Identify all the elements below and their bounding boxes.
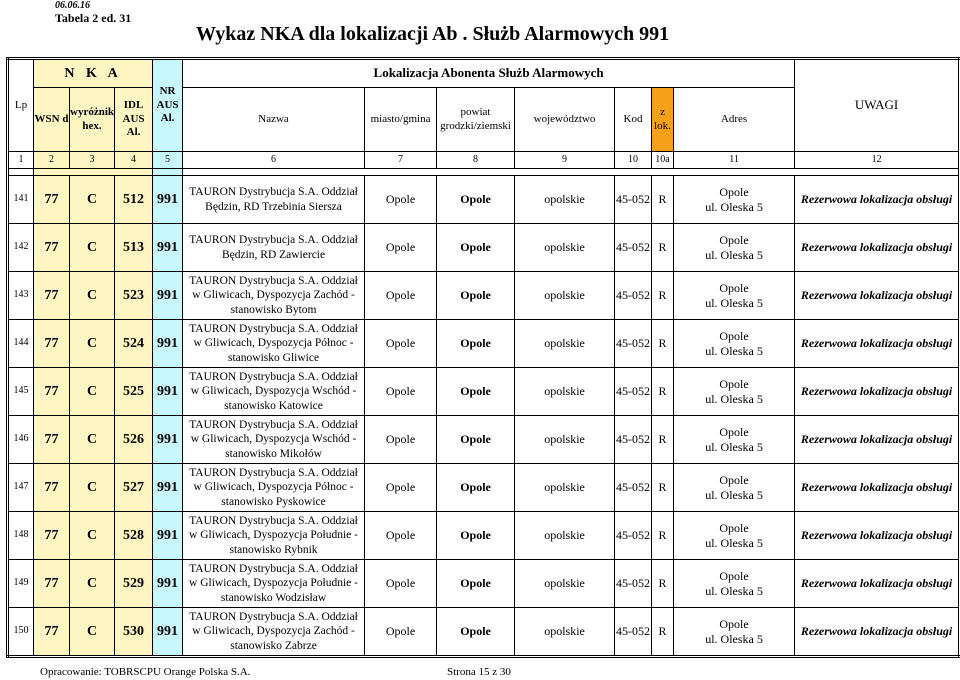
- wsn-cell: 77: [34, 416, 70, 464]
- powiat-cell: Opole: [437, 608, 515, 657]
- header-nr-aus: NR AUS Al.: [153, 59, 183, 152]
- nazwa-cell: TAURON Dystrybucja S.A. Oddział Będzin, RD Zawiercie: [183, 224, 365, 272]
- powiat-cell: Opole: [437, 464, 515, 512]
- wyroznik-cell: C: [70, 608, 115, 657]
- nazwa-cell: TAURON Dystrybucja S.A. Oddział Będzin, RD Trzebinia Siersza: [183, 176, 365, 224]
- powiat-cell: Opole: [437, 560, 515, 608]
- nazwa-cell: TAURON Dystrybucja S.A. Oddział w Gliwicach, Dyspozycja Zachód - stanowisko Zabrze: [183, 608, 365, 657]
- wojewodztwo-cell: opolskie: [515, 512, 615, 560]
- header-z-lok: z lok.: [652, 88, 674, 152]
- kod-cell: 45-052: [615, 416, 652, 464]
- header-wsn: WSN d: [34, 88, 70, 152]
- z-lok-cell: R: [652, 272, 674, 320]
- miasto-cell: Opole: [365, 560, 437, 608]
- column-number: 5: [153, 152, 183, 169]
- adres-line: ul. Oleska 5: [705, 343, 763, 358]
- uwagi-cell: Rezerwowa lokalizacja obsługi: [795, 560, 960, 608]
- uwagi-cell: Rezerwowa lokalizacja obsługi: [795, 176, 960, 224]
- adres-cell: [674, 608, 795, 657]
- wsn-cell: 77: [34, 464, 70, 512]
- miasto-cell: Opole: [365, 512, 437, 560]
- column-number-row: [8, 152, 960, 169]
- wsn-cell: 77: [34, 320, 70, 368]
- header-nazwa: Nazwa: [183, 88, 365, 152]
- nazwa-cell: TAURON Dystrybucja S.A. Oddział w Gliwicach, Dyspozycja Północ - stanowisko Gliwice: [183, 320, 365, 368]
- wyroznik-cell: C: [70, 368, 115, 416]
- wyroznik-cell: C: [70, 560, 115, 608]
- idl-cell: 530: [115, 608, 153, 657]
- adres-line: Opole: [719, 184, 749, 199]
- table-row: [8, 560, 960, 608]
- spacer-cell: [34, 169, 153, 176]
- wsn-cell: 77: [34, 272, 70, 320]
- adres-line: ul. Oleska 5: [705, 391, 763, 406]
- nr-aus-cell: 991: [153, 368, 183, 416]
- wojewodztwo-cell: opolskie: [515, 224, 615, 272]
- z-lok-cell: R: [652, 560, 674, 608]
- header-kod: Kod: [615, 88, 652, 152]
- z-lok-cell: R: [652, 368, 674, 416]
- spacer-cell: [183, 169, 960, 176]
- nr-aus-cell: 991: [153, 512, 183, 560]
- spacer-cell: [8, 169, 34, 176]
- wojewodztwo-cell: opolskie: [515, 272, 615, 320]
- miasto-cell: Opole: [365, 272, 437, 320]
- column-number: 3: [70, 152, 115, 169]
- header-nka: N K A: [34, 59, 153, 88]
- adres-line: Opole: [719, 472, 749, 487]
- header-adres: Adres: [674, 88, 795, 152]
- adres-line: Opole: [719, 520, 749, 535]
- adres-cell: [674, 464, 795, 512]
- wojewodztwo-cell: opolskie: [515, 416, 615, 464]
- adres-line: Opole: [719, 376, 749, 391]
- adres-cell: [674, 320, 795, 368]
- adres-line: Opole: [719, 424, 749, 439]
- z-lok-cell: R: [652, 320, 674, 368]
- wojewodztwo-cell: opolskie: [515, 608, 615, 657]
- adres-cell: [674, 560, 795, 608]
- lp-cell: 143: [8, 272, 34, 320]
- lp-cell: 148: [8, 512, 34, 560]
- wsn-cell: 77: [34, 224, 70, 272]
- header-uwagi: UWAGI: [795, 59, 960, 152]
- z-lok-cell: R: [652, 224, 674, 272]
- column-number: 10a: [652, 152, 674, 169]
- adres-line: Opole: [719, 280, 749, 295]
- adres-line: ul. Oleska 5: [705, 535, 763, 550]
- adres-line: Opole: [719, 616, 749, 631]
- powiat-cell: Opole: [437, 272, 515, 320]
- header-idl: IDL AUS Al.: [115, 88, 153, 152]
- nr-aus-cell: 991: [153, 320, 183, 368]
- column-number: 4: [115, 152, 153, 169]
- column-number: 2: [34, 152, 70, 169]
- idl-cell: 525: [115, 368, 153, 416]
- lp-cell: 144: [8, 320, 34, 368]
- wojewodztwo-cell: opolskie: [515, 176, 615, 224]
- table-row: [8, 224, 960, 272]
- adres-line: ul. Oleska 5: [705, 631, 763, 646]
- nazwa-cell: TAURON Dystrybucja S.A. Oddział w Gliwicach, Dyspozycja Wschód - stanowisko Katowice: [183, 368, 365, 416]
- nr-aus-cell: 991: [153, 416, 183, 464]
- nr-aus-cell: 991: [153, 224, 183, 272]
- adres-line: Opole: [719, 568, 749, 583]
- spacer-row: [8, 169, 960, 176]
- adres-line: Opole: [719, 328, 749, 343]
- column-number: 10: [615, 152, 652, 169]
- page-title: Wykaz NKA dla lokalizacji Ab . Służb Alarmowych 991: [196, 23, 670, 45]
- lp-cell: 145: [8, 368, 34, 416]
- spacer-cell: [153, 169, 183, 176]
- uwagi-cell: Rezerwowa lokalizacja obsługi: [795, 512, 960, 560]
- miasto-cell: Opole: [365, 320, 437, 368]
- column-number: 1: [8, 152, 34, 169]
- miasto-cell: Opole: [365, 176, 437, 224]
- header-lokalizacja: Lokalizacja Abonenta Służb Alarmowych: [183, 59, 795, 88]
- table-row: [8, 176, 960, 224]
- powiat-cell: Opole: [437, 320, 515, 368]
- idl-cell: 528: [115, 512, 153, 560]
- footer-page: Strona 15 z 30: [447, 666, 511, 678]
- lp-cell: 147: [8, 464, 34, 512]
- kod-cell: 45-052: [615, 464, 652, 512]
- header-wojewodztwo: województwo: [515, 88, 615, 152]
- column-number: 11: [674, 152, 795, 169]
- table-row: [8, 608, 960, 657]
- wyroznik-cell: C: [70, 512, 115, 560]
- nazwa-cell: TAURON Dystrybucja S.A. Oddział w Gliwicach, Dyspozycja Wschód - stanowisko Mikołów: [183, 416, 365, 464]
- miasto-cell: Opole: [365, 416, 437, 464]
- nazwa-cell: TAURON Dystrybucja S.A. Oddział w Gliwicach, Dyspozycja Południe - stanowisko Wodzisław: [183, 560, 365, 608]
- adres-cell: [674, 368, 795, 416]
- adres-cell: [674, 176, 795, 224]
- table-row: [8, 272, 960, 320]
- nazwa-cell: TAURON Dystrybucja S.A. Oddział w Gliwicach, Dyspozycja Zachód - stanowisko Bytom: [183, 272, 365, 320]
- idl-cell: 523: [115, 272, 153, 320]
- kod-cell: 45-052: [615, 176, 652, 224]
- lp-cell: 150: [8, 608, 34, 657]
- wyroznik-cell: C: [70, 176, 115, 224]
- column-number: 7: [365, 152, 437, 169]
- column-number: 9: [515, 152, 615, 169]
- header-miasto: miasto/gmina: [365, 88, 437, 152]
- uwagi-cell: Rezerwowa lokalizacja obsługi: [795, 416, 960, 464]
- idl-cell: 513: [115, 224, 153, 272]
- wyroznik-cell: C: [70, 416, 115, 464]
- uwagi-cell: Rezerwowa lokalizacja obsługi: [795, 272, 960, 320]
- uwagi-cell: Rezerwowa lokalizacja obsługi: [795, 224, 960, 272]
- table-row: [8, 416, 960, 464]
- column-number: 12: [795, 152, 960, 169]
- uwagi-cell: Rezerwowa lokalizacja obsługi: [795, 608, 960, 657]
- wyroznik-cell: C: [70, 224, 115, 272]
- wyroznik-cell: C: [70, 320, 115, 368]
- nr-aus-cell: 991: [153, 560, 183, 608]
- uwagi-cell: Rezerwowa lokalizacja obsługi: [795, 368, 960, 416]
- kod-cell: 45-052: [615, 224, 652, 272]
- lp-cell: 146: [8, 416, 34, 464]
- wsn-cell: 77: [34, 608, 70, 657]
- kod-cell: 45-052: [615, 272, 652, 320]
- wsn-cell: 77: [34, 512, 70, 560]
- footer-author: Opracowanie: TOBRSCPU Orange Polska S.A.: [40, 666, 251, 678]
- nr-aus-cell: 991: [153, 464, 183, 512]
- wyroznik-cell: C: [70, 272, 115, 320]
- wojewodztwo-cell: opolskie: [515, 320, 615, 368]
- powiat-cell: Opole: [437, 512, 515, 560]
- uwagi-cell: Rezerwowa lokalizacja obsługi: [795, 464, 960, 512]
- table-row: [8, 320, 960, 368]
- idl-cell: 512: [115, 176, 153, 224]
- powiat-cell: Opole: [437, 224, 515, 272]
- powiat-cell: Opole: [437, 176, 515, 224]
- kod-cell: 45-052: [615, 320, 652, 368]
- header-powiat: powiat grodzki/ziemski: [437, 88, 515, 152]
- table-row: [8, 512, 960, 560]
- column-number: 8: [437, 152, 515, 169]
- powiat-cell: Opole: [437, 368, 515, 416]
- adres-line: ul. Oleska 5: [705, 583, 763, 598]
- miasto-cell: Opole: [365, 464, 437, 512]
- header-wyroznik: wyróżnik hex.: [70, 88, 115, 152]
- kod-cell: 45-052: [615, 368, 652, 416]
- wojewodztwo-cell: opolskie: [515, 464, 615, 512]
- miasto-cell: Opole: [365, 224, 437, 272]
- table-edition: Tabela 2 ed. 31: [55, 11, 132, 25]
- z-lok-cell: R: [652, 608, 674, 657]
- nr-aus-cell: 991: [153, 176, 183, 224]
- adres-line: ul. Oleska 5: [705, 199, 763, 214]
- nazwa-cell: TAURON Dystrybucja S.A. Oddział w Gliwicach, Dyspozycja Południe - stanowisko Rybnik: [183, 512, 365, 560]
- z-lok-cell: R: [652, 176, 674, 224]
- lp-cell: 149: [8, 560, 34, 608]
- powiat-cell: Opole: [437, 416, 515, 464]
- z-lok-cell: R: [652, 464, 674, 512]
- nka-table: [6, 57, 960, 658]
- idl-cell: 527: [115, 464, 153, 512]
- kod-cell: 45-052: [615, 512, 652, 560]
- nr-aus-cell: 991: [153, 608, 183, 657]
- adres-cell: [674, 272, 795, 320]
- adres-line: ul. Oleska 5: [705, 487, 763, 502]
- column-number: 6: [183, 152, 365, 169]
- z-lok-cell: R: [652, 512, 674, 560]
- nazwa-cell: TAURON Dystrybucja S.A. Oddział w Gliwicach, Dyspozycja Północ - stanowisko Pyskowice: [183, 464, 365, 512]
- kod-cell: 45-052: [615, 560, 652, 608]
- adres-line: ul. Oleska 5: [705, 295, 763, 310]
- idl-cell: 526: [115, 416, 153, 464]
- lp-cell: 142: [8, 224, 34, 272]
- idl-cell: 529: [115, 560, 153, 608]
- wsn-cell: 77: [34, 560, 70, 608]
- table-row: [8, 368, 960, 416]
- wyroznik-cell: C: [70, 464, 115, 512]
- adres-line: Opole: [719, 232, 749, 247]
- lp-cell: 141: [8, 176, 34, 224]
- header-lp: Lp: [8, 59, 34, 152]
- adres-cell: [674, 512, 795, 560]
- z-lok-cell: R: [652, 416, 674, 464]
- wsn-cell: 77: [34, 176, 70, 224]
- wojewodztwo-cell: opolskie: [515, 368, 615, 416]
- wojewodztwo-cell: opolskie: [515, 560, 615, 608]
- kod-cell: 45-052: [615, 608, 652, 657]
- idl-cell: 524: [115, 320, 153, 368]
- uwagi-cell: Rezerwowa lokalizacja obsługi: [795, 320, 960, 368]
- miasto-cell: Opole: [365, 368, 437, 416]
- nr-aus-cell: 991: [153, 272, 183, 320]
- adres-line: ul. Oleska 5: [705, 439, 763, 454]
- adres-line: ul. Oleska 5: [705, 247, 763, 262]
- adres-cell: [674, 416, 795, 464]
- wsn-cell: 77: [34, 368, 70, 416]
- document-date: 06.06.16: [55, 0, 90, 11]
- miasto-cell: Opole: [365, 608, 437, 657]
- adres-cell: [674, 224, 795, 272]
- table-row: [8, 464, 960, 512]
